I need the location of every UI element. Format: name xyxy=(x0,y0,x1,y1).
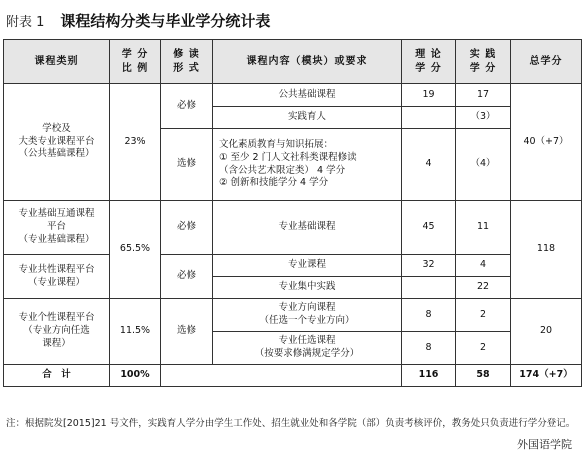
footnote: 注：根据院发[2015]21 号文件，实践育人学分由学生工作处、招生就业处和各学院（部）负责考核评价，教务处只负责进行学分登记。 xyxy=(6,418,576,429)
header-content: 课程内容（模块）或要求 xyxy=(213,40,402,84)
total-platform2: 118 xyxy=(511,201,582,299)
mode-platform3: 必修 xyxy=(161,255,213,299)
theory-platform2: 45 xyxy=(402,201,456,255)
content-practice-edu: 实践育人 xyxy=(213,107,402,129)
total-platform4: 20 xyxy=(511,299,582,365)
content-optional: 专业任选课程 （按要求修满规定学分） xyxy=(213,332,402,365)
header-theory: 理 论 学 分 xyxy=(402,40,456,84)
page-title: 课程结构分类与毕业学分统计表 xyxy=(60,11,271,30)
header-total: 总学分 xyxy=(511,40,582,84)
mode-platform2: 必修 xyxy=(161,201,213,255)
appendix-label: 附表 1 xyxy=(6,14,45,30)
category-platform2: 专业基础互通课程 平台 （专业基础课程） xyxy=(4,201,110,255)
watermark: 外国语学院 xyxy=(517,438,572,451)
sum-ratio: 100% xyxy=(110,365,161,387)
credit-table xyxy=(3,39,582,387)
header-mode: 修 读 形 式 xyxy=(161,40,213,84)
practice-direction: 2 xyxy=(456,299,511,332)
practice-intensive: 22 xyxy=(456,277,511,299)
theory-intensive xyxy=(402,277,456,299)
table-header-row xyxy=(4,40,582,84)
table-row xyxy=(4,299,582,332)
theory-public-basic: 19 xyxy=(402,84,456,107)
header-ratio: 学 分 比 例 xyxy=(110,40,161,84)
theory-direction: 8 xyxy=(402,299,456,332)
sum-label: 合 计 xyxy=(4,365,110,387)
table-row xyxy=(4,84,582,107)
content-course: 专业课程 xyxy=(213,255,402,277)
title-bar xyxy=(6,8,270,32)
header-category: 课程类别 xyxy=(4,40,110,84)
content-platform2: 专业基础课程 xyxy=(213,201,402,255)
content-direction: 专业方向课程 （任选一个专业方向） xyxy=(213,299,402,332)
practice-platform2: 11 xyxy=(456,201,511,255)
table-row-total xyxy=(4,365,582,387)
content-intensive: 专业集中实践 xyxy=(213,277,402,299)
category-platform1: 学校及 大类专业课程平台 （公共基础课程） xyxy=(4,84,110,201)
practice-practice-edu: （3） xyxy=(456,107,511,129)
category-platform3: 专业共性课程平台 （专业课程） xyxy=(4,255,110,299)
theory-course: 32 xyxy=(402,255,456,277)
practice-optional: 2 xyxy=(456,332,511,365)
mode-elective: 选修 xyxy=(161,129,213,201)
theory-optional: 8 xyxy=(402,332,456,365)
content-culture: 文化素质教育与知识拓展： ① 至少 2 门人文社科类课程修读 （含公共艺术限定类） 4 学分 ② 创新和技能学分 4 学分 xyxy=(213,129,402,201)
ratio-platform2: 65.5% xyxy=(110,201,161,299)
table-row xyxy=(4,255,582,277)
category-platform4: 专业个性课程平台 （专业方向任选 课程） xyxy=(4,299,110,365)
theory-culture: 4 xyxy=(402,129,456,201)
table-row xyxy=(4,201,582,255)
total-platform1: 40（+7） xyxy=(511,84,582,201)
sum-theory: 116 xyxy=(402,365,456,387)
header-practice: 实 践 学 分 xyxy=(456,40,511,84)
content-public-basic: 公共基础课程 xyxy=(213,84,402,107)
practice-course: 4 xyxy=(456,255,511,277)
ratio-platform1: 23% xyxy=(110,84,161,201)
practice-culture: （4） xyxy=(456,129,511,201)
sum-practice: 58 xyxy=(456,365,511,387)
mode-required: 必修 xyxy=(161,84,213,129)
practice-public-basic: 17 xyxy=(456,84,511,107)
theory-practice-edu xyxy=(402,107,456,129)
mode-platform4: 选修 xyxy=(161,299,213,365)
sum-empty xyxy=(161,365,402,387)
sum-total: 174（+7） xyxy=(511,365,582,387)
ratio-platform4: 11.5% xyxy=(110,299,161,365)
